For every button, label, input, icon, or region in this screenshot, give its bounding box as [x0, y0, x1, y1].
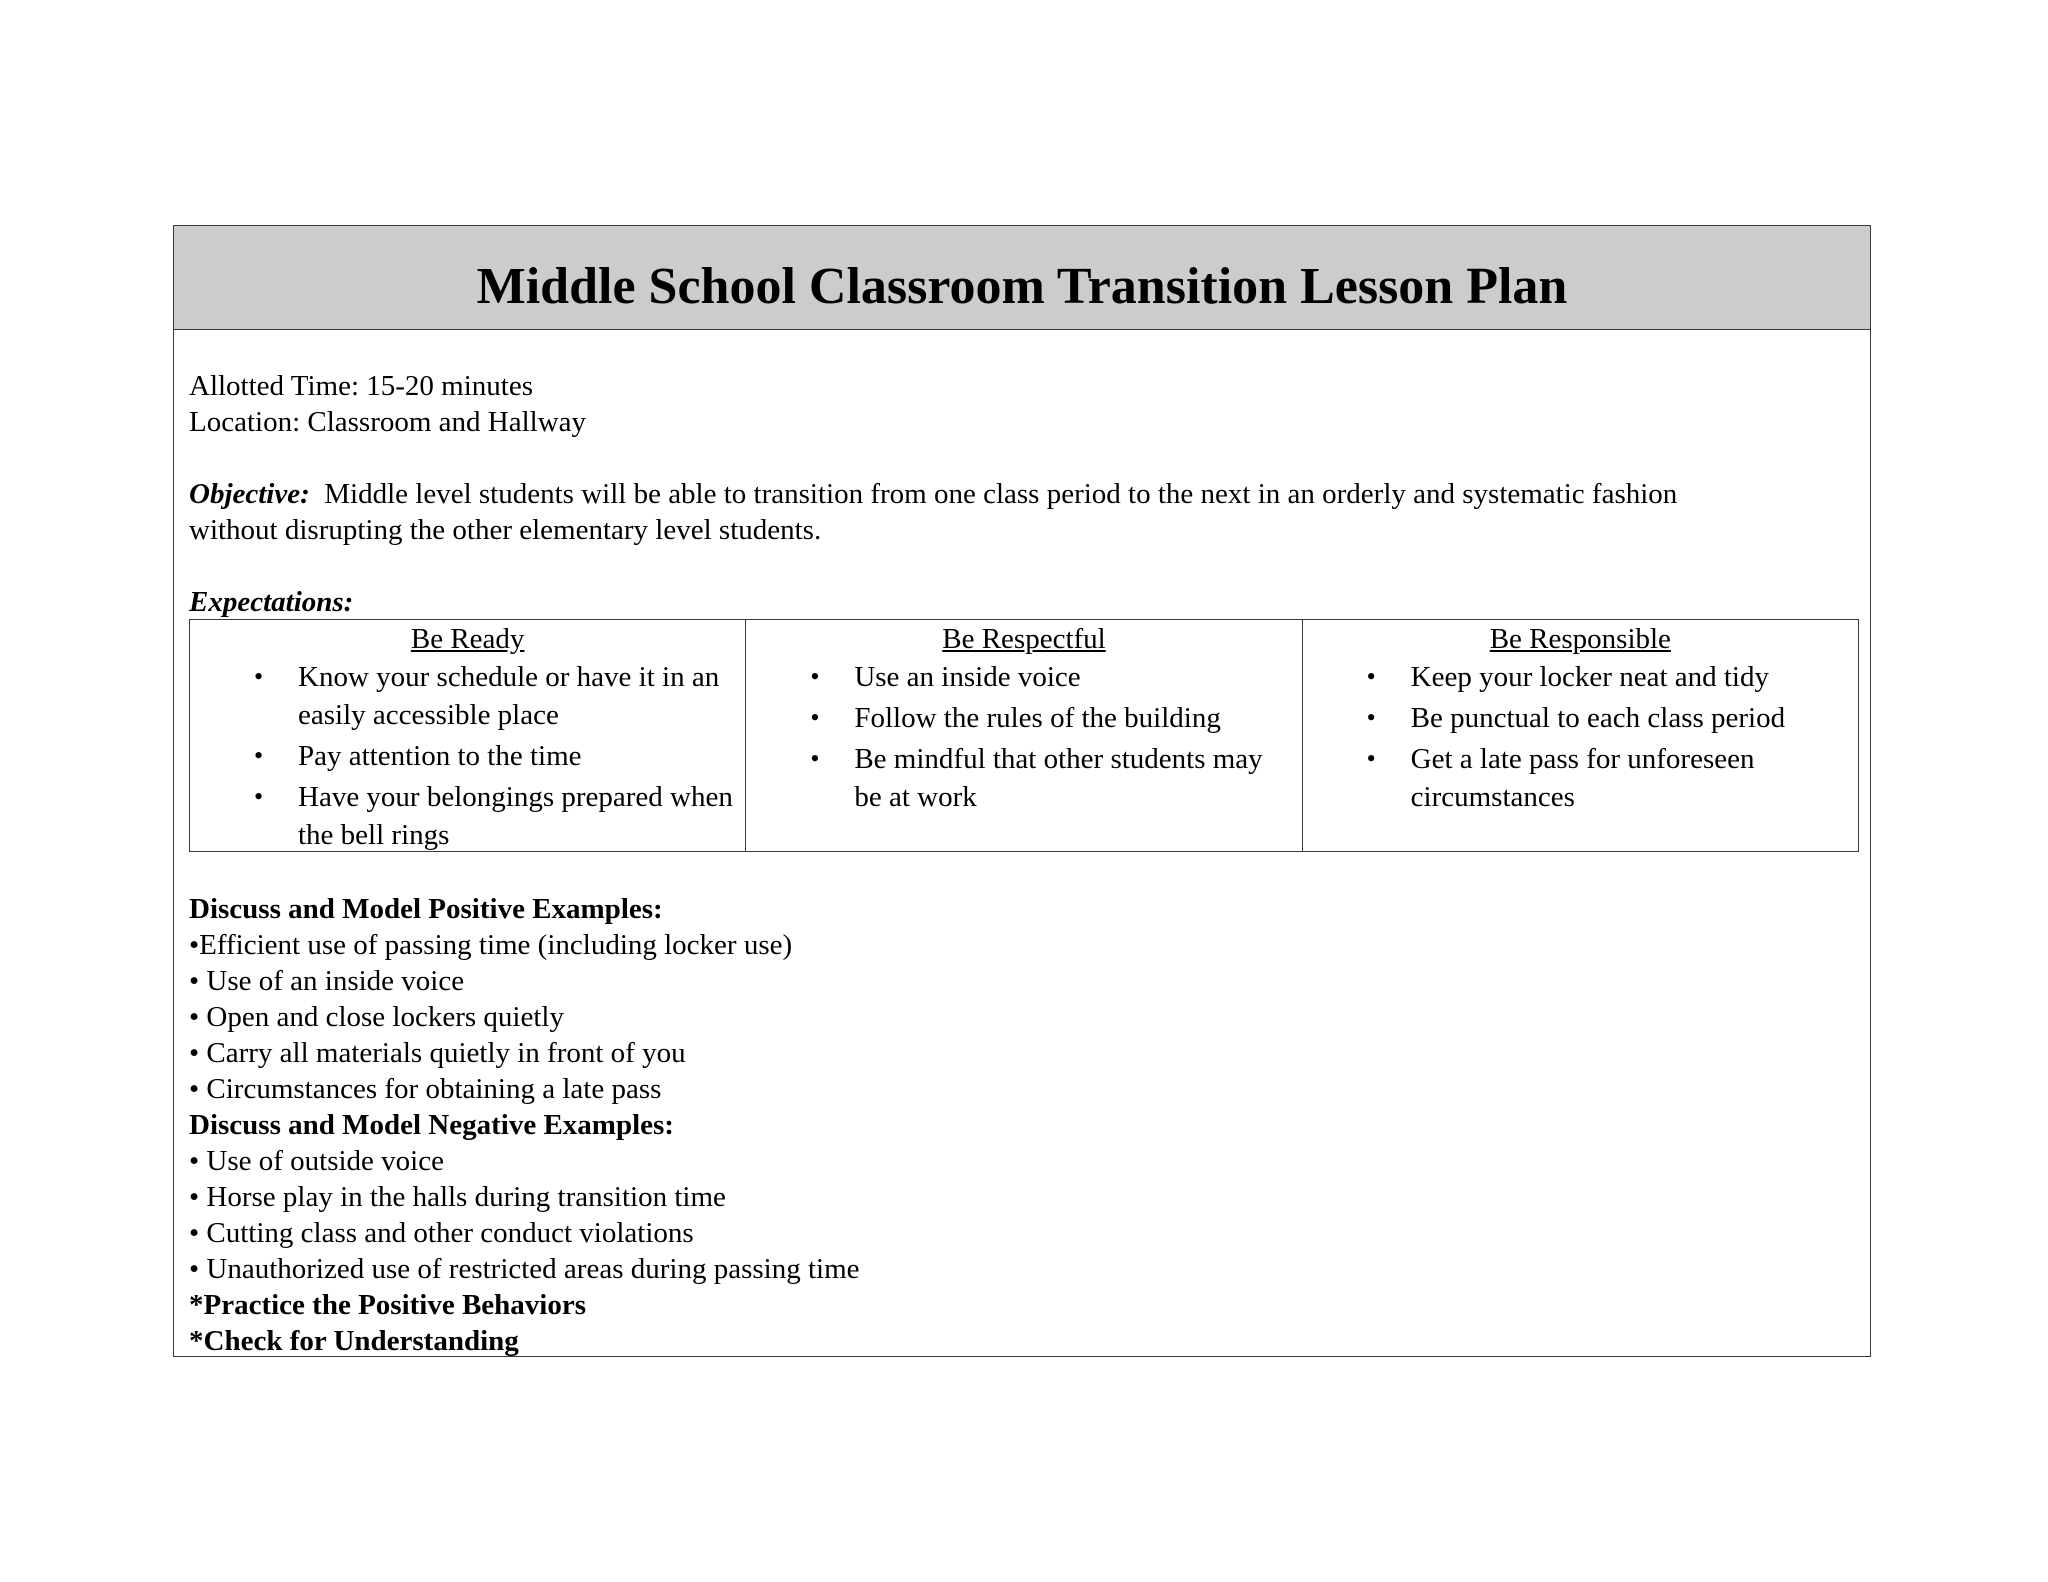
- positive-example: • Open and close lockers quietly: [189, 1001, 564, 1033]
- expectations-label: Expectations:: [189, 586, 354, 618]
- negative-example: • Unauthorized use of restricted areas during passing time: [189, 1253, 860, 1285]
- objective-text-1: Middle level students will be able to transition from one class period to the next in an orderly and systematic fashion: [324, 478, 1678, 510]
- expectation-list: [1303, 658, 1858, 816]
- expectation-column-responsible: [1302, 620, 1858, 851]
- lesson-plan-frame: [173, 225, 1871, 1357]
- list-item: • Follow the rules of the building: [746, 699, 1301, 737]
- positive-example: •Efficient use of passing time (including locker use): [189, 929, 793, 961]
- bullet-icon: •: [810, 662, 820, 691]
- expectation-heading: Be Ready: [410, 623, 525, 655]
- negative-examples-heading: Discuss and Model Negative Examples:: [189, 1109, 674, 1141]
- practice-line: *Practice the Positive Behaviors: [189, 1289, 587, 1321]
- bullet-icon: •: [254, 782, 264, 811]
- expectations-table: [189, 619, 1859, 852]
- allotted-time: Allotted Time: 15-20 minutes: [189, 370, 533, 402]
- bullet-icon: •: [1366, 703, 1376, 732]
- expectation-list: [190, 658, 745, 854]
- expectation-column-respectful: [745, 620, 1301, 851]
- bullet-icon: •: [1366, 744, 1376, 773]
- bullet-icon: •: [810, 703, 820, 732]
- bullet-icon: •: [254, 741, 264, 770]
- check-line: *Check for Understanding: [189, 1325, 519, 1357]
- positive-example: • Use of an inside voice: [189, 965, 465, 997]
- page-title: Middle School Classroom Transition Lesson Plan: [476, 258, 1568, 315]
- list-item: • Use an inside voice: [746, 658, 1301, 696]
- objective-line-2: without disrupting the other elementary level students.: [189, 514, 822, 546]
- bullet-icon: •: [1366, 662, 1376, 691]
- list-item: • Pay attention to the time: [190, 737, 745, 775]
- title-bar: [174, 226, 1870, 330]
- objective-label: Objective:: [189, 478, 310, 510]
- positive-examples-heading: Discuss and Model Positive Examples:: [189, 893, 663, 925]
- list-item: • Have your belongings prepared when the bell rings: [190, 778, 745, 854]
- expectation-column-ready: [190, 620, 745, 851]
- negative-example: • Cutting class and other conduct violations: [189, 1217, 694, 1249]
- negative-example: • Horse play in the halls during transition time: [189, 1181, 726, 1213]
- list-item: • Get a late pass for unforeseen circumstances: [1303, 740, 1858, 816]
- list-item: • Be mindful that other students may be at work: [746, 740, 1301, 816]
- bullet-icon: •: [254, 662, 264, 691]
- list-item: • Know your schedule or have it in an easily accessible place: [190, 658, 745, 734]
- expectation-heading: Be Responsible: [1489, 623, 1671, 655]
- objective-line-1: [189, 476, 1677, 512]
- list-item: • Be punctual to each class period: [1303, 699, 1858, 737]
- list-item: • Keep your locker neat and tidy: [1303, 658, 1858, 696]
- positive-example: • Circumstances for obtaining a late pass: [189, 1073, 662, 1105]
- expectation-list: [746, 658, 1301, 816]
- expectation-heading: Be Respectful: [942, 623, 1106, 655]
- bullet-icon: •: [810, 744, 820, 773]
- negative-example: • Use of outside voice: [189, 1145, 444, 1177]
- location: Location: Classroom and Hallway: [189, 406, 587, 438]
- positive-example: • Carry all materials quietly in front of you: [189, 1037, 686, 1069]
